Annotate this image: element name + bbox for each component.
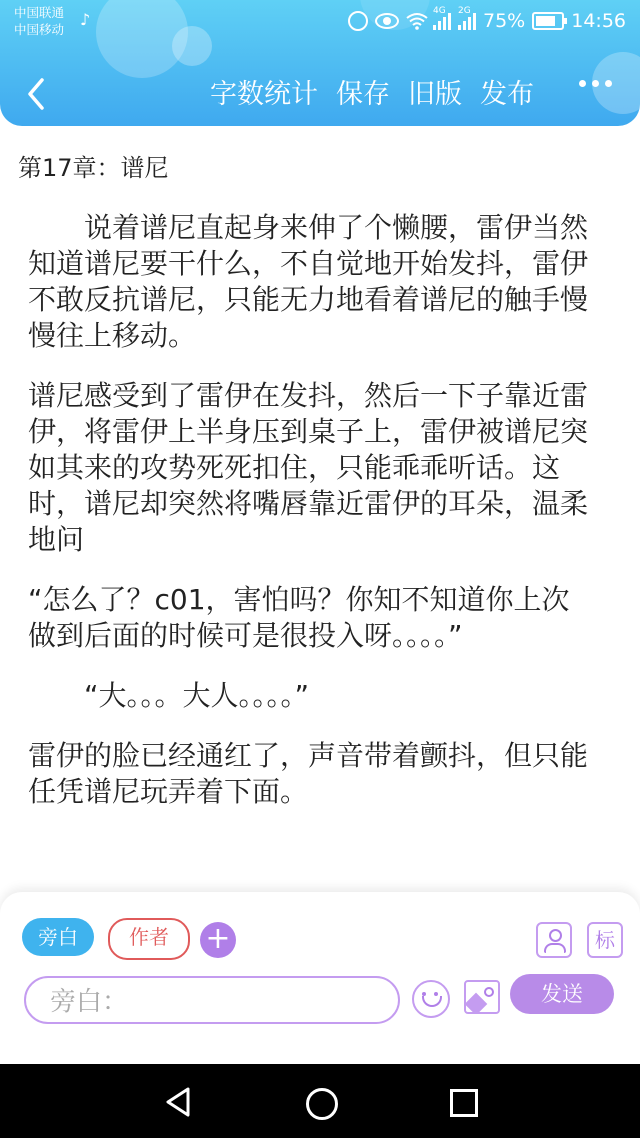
status-bar — [0, 0, 640, 44]
carrier-info — [14, 4, 64, 38]
more-options-icon[interactable] — [579, 80, 612, 87]
signal-2g-icon — [458, 6, 476, 30]
paragraph[interactable]: “大。。。大人。。。。” — [84, 679, 310, 712]
chapter-title[interactable]: 第17章：谱尼 — [18, 154, 169, 182]
eye-comfort-icon — [375, 13, 399, 29]
net-type-2: 2G — [458, 6, 471, 16]
back-arrow-icon[interactable] — [22, 74, 50, 114]
add-role-button[interactable]: + — [200, 922, 236, 958]
editor-content[interactable] — [0, 126, 640, 892]
system-back-icon[interactable] — [164, 1086, 192, 1122]
signal-4g-icon — [433, 6, 451, 30]
battery-icon — [532, 12, 564, 30]
old-version-button[interactable]: 旧版 — [408, 79, 462, 110]
system-recents-icon[interactable] — [450, 1089, 478, 1117]
tag-icon[interactable]: 标 — [587, 922, 623, 958]
person-card-icon[interactable] — [536, 922, 572, 958]
carrier-2: 中国移动 — [14, 22, 65, 37]
paragraph[interactable]: “怎么了？c01，害怕吗？你知不知道你上次做到后面的时候可是很投入呀。。。。” — [28, 583, 570, 652]
composer-panel — [0, 892, 640, 1064]
save-button[interactable]: 保存 — [336, 79, 390, 110]
paragraph[interactable]: 谱尼感受到了雷伊在发抖，然后一下子靠近雷伊，将雷伊上半身压到桌子上，雷伊被谱尼突如其来的攻势死死扣住，只能乖乖听话。这时，谱尼却突然将嘴唇靠近雷伊的耳朵，温柔地问 — [28, 379, 589, 556]
system-home-icon[interactable] — [306, 1088, 338, 1120]
publish-button[interactable]: 发布 — [480, 79, 534, 110]
system-nav-bar — [0, 1064, 640, 1138]
paragraph[interactable]: 雷伊的脸已经通红了，声音带着颤抖，但只能任凭谱尼玩弄着下面。 — [28, 739, 589, 808]
carrier-1: 中国联通 — [14, 5, 65, 20]
wifi-icon — [406, 12, 426, 30]
send-button[interactable]: 发送 — [510, 974, 614, 1014]
paragraph[interactable]: 说着谱尼直起身来伸了个懒腰，雷伊当然知道谱尼要干什么，不自觉地开始发抖，雷伊不敢反抗谱尼，只能无力地看着谱尼的触手慢慢往上移动。 — [28, 211, 589, 352]
status-icons — [348, 6, 626, 32]
music-note-icon: ♪ — [80, 10, 91, 29]
emoji-icon[interactable] — [412, 980, 450, 1018]
net-type-1: 4G — [433, 6, 446, 16]
message-input[interactable]: 旁白： — [24, 976, 400, 1024]
clock: 14:56 — [571, 10, 626, 32]
alarm-icon — [348, 11, 368, 31]
word-count-button[interactable]: 字数统计 — [210, 79, 318, 110]
app-header — [0, 0, 640, 126]
nav-actions — [210, 72, 534, 111]
role-narration-chip[interactable]: 旁白 — [22, 918, 94, 956]
nav-bar — [0, 60, 640, 126]
chapter-body[interactable] — [28, 210, 596, 834]
role-author-chip[interactable]: 作者 — [108, 918, 190, 960]
image-icon[interactable] — [464, 980, 500, 1014]
battery-percent: 75% — [483, 10, 526, 32]
